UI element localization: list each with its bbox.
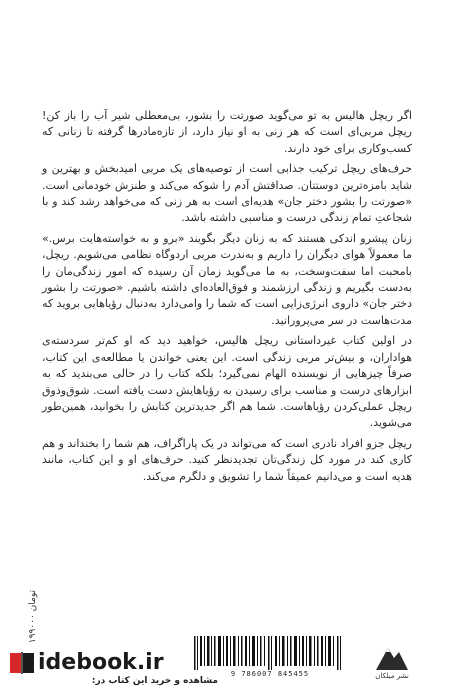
- book-icon: [8, 650, 36, 676]
- paragraph-2: حرف‌های ریچل ترکیب جذابی است از توصیه‌های یک مربی امیدبخش و بهترین و شاید بامزه‌ترین دوستتان. صداقتش آدم را شوکه می‌کند و طنزش خودمانی است. «صورتت را بشور دختر جان» هدیه‌ای است به هر زنی که می‌خواهد رشد کند و با شجاعتِ تمام زندگی درست و مناسبی داشته باشد.: [42, 162, 412, 225]
- publisher-name: نشر میلکان: [375, 672, 409, 680]
- paragraph-4: در اولین کتاب غیرداستانی ریچل هالیس، خواهید دید که او کم‌تر سردسته‌ی هواداران، و بیش‌تر مربی زندگی است. این یعنی خواندن یا مطالعه‌ی این کتاب، صرفاً چیزهایی از نویسنده الهام نمی‌گیرد؛ بلکه کتاب را در حالی می‌بندید که به ابزارهای درست و مناسب برای رسیدن به رؤیاهایش دست یافته است. شوق‌وذوق ریچل عملی‌کردن رؤیاهاست. شما هم اگر جدیدترین کتابش را بخوانید، همین‌طور می‌شوید.: [42, 334, 412, 430]
- paragraph-1: اگر ریچل هالیس به تو می‌گوید صورتت را بشور، بی‌معطلی شیر آب را باز کن! ریچل مربی‌ای است که هر زنی به او نیاز دارد، از تازه‌مادرها گرفته تا زنانی که کسب‌وکاری برای خود دارند.: [42, 109, 412, 155]
- back-cover-text: [42, 108, 412, 489]
- mountain-logo-icon: [372, 640, 412, 672]
- watermark-caption: مشاهده و خرید این کتاب در:: [91, 676, 218, 686]
- barcode-bars: [190, 636, 350, 670]
- publisher-logo: [372, 640, 412, 686]
- paragraph-3: زنان پیشرو اندکی هستند که به زنان دیگر بگویند «برو و به خواسته‌هایت برس.» ما معمولاً هوای دیگران را داریم و به‌ندرت مربی اردوگاه نظامی می‌شویم. ریچل، بامحبت اما سفت‌وسخت، به ما می‌گوید زمان آن رسیده که امور زندگی‌مان را به‌دست بگیریم و زندگی ارزشمند و فوق‌العاده‌ای داشته باشیم. «صورتت را بشور دختر جان» داروی انرژی‌زایی است که شما را وامی‌دارد به‌دنبال رؤیاهایی بروید که مدت‌هاست در سر می‌پرورانید.: [42, 231, 412, 327]
- price-label: ۱۹۹۰۰۰ تومان: [28, 590, 38, 644]
- watermark-brand: idebook.ir: [38, 650, 164, 675]
- barcode-number: 9 786007 845455: [230, 670, 310, 678]
- paragraph-5: ریچل جزو افراد نادری است که می‌تواند در یک پاراگراف، هم شما را بخنداند و هم کاری کند در مورد کل زندگی‌تان تجدیدنظر کنید. حرف‌های او و این کتاب، مانند هدیه است و می‌دانیم عمیقاً شما را تشویق و دلگرم می‌کند.: [42, 436, 412, 483]
- watermark: [6, 648, 218, 692]
